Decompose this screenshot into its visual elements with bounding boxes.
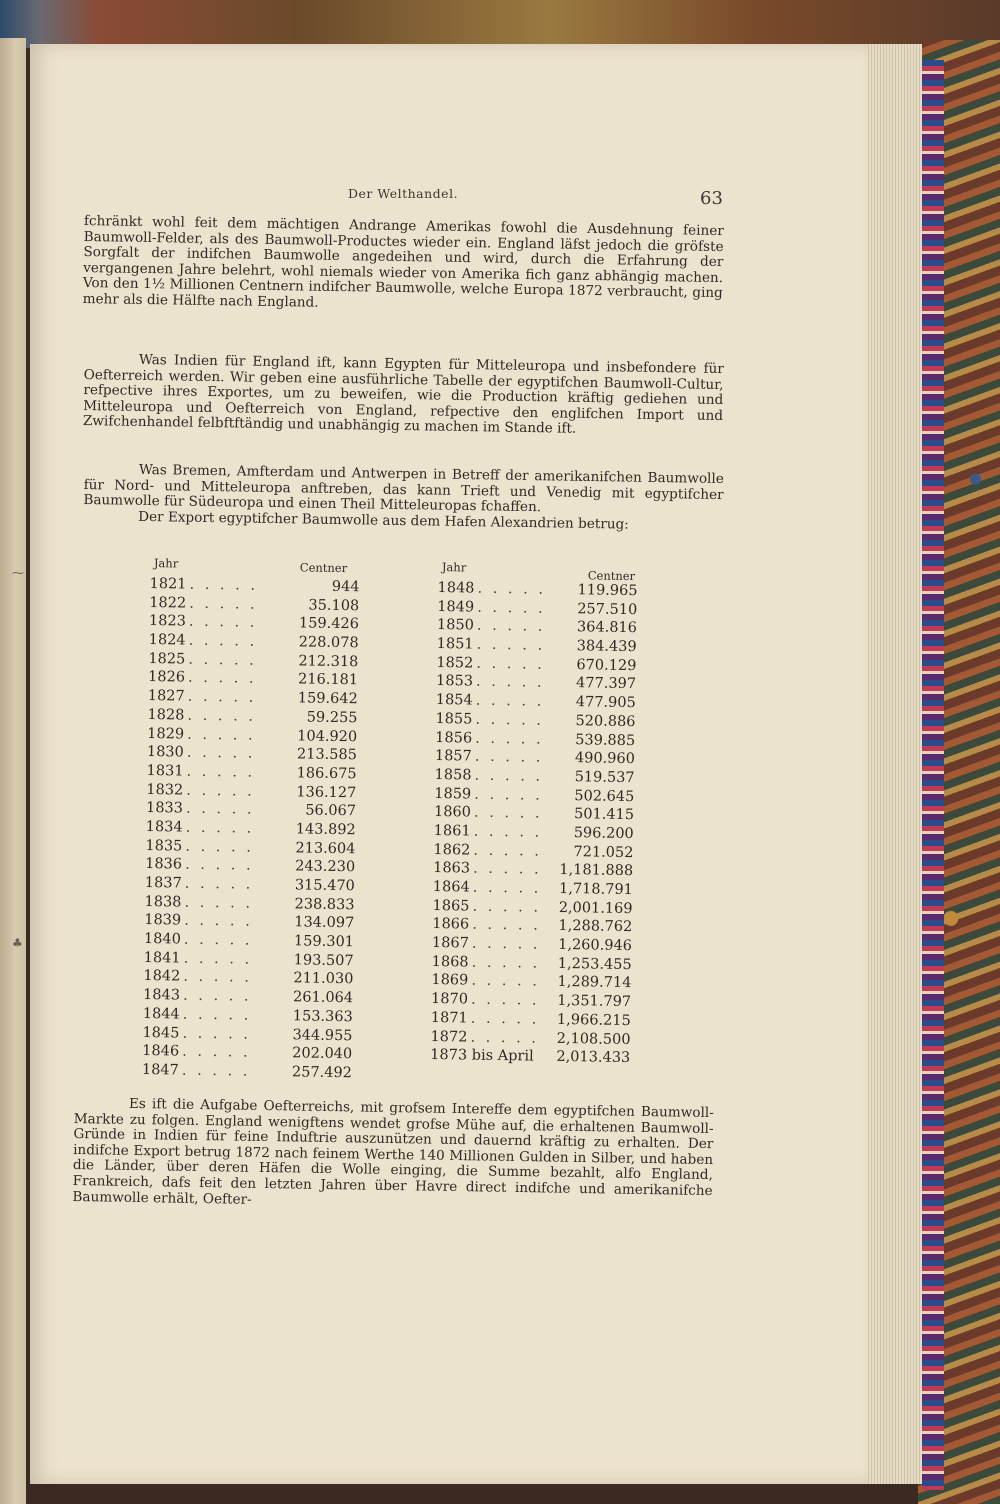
leader-dots: . . . . . xyxy=(184,894,254,912)
year-cell: 1855 xyxy=(435,710,473,728)
year-cell: 1822 xyxy=(149,594,187,612)
year-cell: 1863 xyxy=(433,860,471,877)
centner-cell: 186.675 xyxy=(296,765,357,783)
centner-cell: 35.108 xyxy=(308,597,360,614)
year-cell: 1830 xyxy=(146,744,184,761)
centner-cell: 59.255 xyxy=(306,709,358,727)
year-cell: 1849 xyxy=(437,598,475,616)
leader-dots: . . . . . xyxy=(188,632,258,650)
paragraph-5-text: Es ift die Aufgabe Oefterreichs, mit grofsem Intereffe dem egyptifchen Baumwoll-Markte zu folgen. England wenigftens wendet grofse Mühe auf, die erhaltenen Baumwoll-Gründe in Indien für feine Induftrie auszunützen und dauernd kräftig zu erhalten. Der indifche Export betrug 1872 nach feinem Werthe 140 Millionen Gulden in Silber, und haben die Länder, über deren Häfen die Wolle einging, die Summe bezahlt, alfo England, Frankreich, dafs feit den letzten Jahren über Havre direct indifche und amerikanifche Baumwolle erhält, Oefter- xyxy=(72,1095,714,1208)
leader-dots: . . . . . xyxy=(185,800,255,818)
centner-cell: 1,966.215 xyxy=(556,1011,631,1029)
export-table-right xyxy=(430,560,718,1070)
year-cell: 1824 xyxy=(148,632,186,649)
year-cell: 1848 xyxy=(437,579,475,597)
centner-cell: 143.892 xyxy=(295,821,356,839)
table-rows-right xyxy=(430,580,718,1070)
table-row xyxy=(142,1062,362,1084)
centner-cell: 1,718.791 xyxy=(558,880,633,899)
centner-cell: 202.040 xyxy=(292,1045,353,1063)
centner-cell: 243.230 xyxy=(295,858,356,876)
centner-cell: 211.030 xyxy=(293,970,354,988)
year-cell: 1868 xyxy=(431,953,469,971)
year-cell: 1821 xyxy=(149,575,187,593)
leader-dots: . . . . . xyxy=(473,823,543,841)
leader-dots: . . . . . xyxy=(188,651,257,669)
year-cell: 1826 xyxy=(147,669,186,687)
page-number: 63 xyxy=(700,188,723,209)
year-cell: 1856 xyxy=(435,729,473,747)
year-cell: 1842 xyxy=(143,968,181,985)
leader-dots: . . . . . xyxy=(471,935,541,953)
leader-dots: . . . . . xyxy=(477,599,546,617)
page-block-edges xyxy=(866,44,922,1484)
centner-cell: 153.363 xyxy=(292,1008,353,1026)
centner-cell: 344.955 xyxy=(292,1026,353,1044)
leader-dots: . . . . . xyxy=(184,912,253,931)
leader-dots: . . . . . xyxy=(182,1006,252,1024)
leader-dots: . . . . . xyxy=(187,726,256,744)
leader-dots: . . . . . xyxy=(475,692,545,710)
centner-cell: 1,288.762 xyxy=(558,918,633,936)
centner-cell: 104.920 xyxy=(297,727,358,745)
paragraph-2 xyxy=(83,352,724,440)
paragraph-1-text: fchränkt wohl feit dem mächtigen Andrange Amerikas fowohl die Ausdehnung feiner Baumwoll-Felder, als des Baumwoll-Productes wieder ein. England läfst jedoch die gröfste Sorgfalt der indifchen Baumwolle angedeihen und wird, durch die Erfahrung der vergangenen Jahre belehrt, wohl niemals wieder von Amerika fich ganz abhängig machen. Von den 1½ Millionen Centnern indifcher Baumwolle, welche Europa 1872 verbraucht, ging mehr als die Hälfte nach England. xyxy=(82,213,724,311)
year-cell: 1843 xyxy=(142,987,181,1004)
leader-dots: . . . . . xyxy=(189,576,259,594)
leader-dots: . . . . . xyxy=(184,875,254,893)
year-cell: 1864 xyxy=(432,878,470,896)
year-cell: 1827 xyxy=(147,688,185,705)
leader-dots: . . . . . xyxy=(475,674,545,692)
year-cell: 1851 xyxy=(436,636,474,653)
year-cell: 1836 xyxy=(145,856,183,873)
year-cell: 1834 xyxy=(145,818,183,836)
year-cell: 1872 xyxy=(430,1028,468,1046)
year-cell: 1869 xyxy=(431,972,469,989)
centner-cell: 1,260.946 xyxy=(558,936,633,955)
table-rows-left xyxy=(142,576,370,1084)
leader-dots: . . . . . xyxy=(474,786,543,804)
centner-cell: 261.064 xyxy=(292,989,354,1007)
leader-dots: . . . . . xyxy=(182,1025,252,1043)
centner-cell: 315.470 xyxy=(294,877,355,895)
leader-dots: . . . . . xyxy=(477,580,547,598)
centner-cell: 213.585 xyxy=(296,746,358,764)
leader-dots: . . . . . xyxy=(186,744,256,762)
paragraph-1 xyxy=(83,214,724,318)
year-cell: 1833 xyxy=(145,800,184,817)
year-cell: 1832 xyxy=(146,781,184,799)
paragraph-3-text: Was Bremen, Amfterdam und Antwerpen in Betreff der amerikanifchen Baumwolle für Nord- und Mitteleuropa anftreben, das kann Trieft und Venedig mit egyptifcher Baumwolle für Südeuropa und einen Theil Mitteleuropas fchaffen. xyxy=(83,461,724,516)
centner-cell: 477.905 xyxy=(575,694,636,712)
leader-dots: . . . . . xyxy=(186,763,256,781)
marbled-cover xyxy=(918,40,1000,1504)
header-year: Jahr xyxy=(441,560,467,575)
leader-dots: . . . . . xyxy=(185,838,255,856)
year-cell: 1859 xyxy=(434,785,472,803)
centner-cell: 384.439 xyxy=(576,638,637,656)
centner-cell: 539.885 xyxy=(575,731,636,749)
leader-dots: . . . . . xyxy=(473,804,543,822)
margin-mark-icon: ⁓ xyxy=(12,566,24,580)
centner-cell: 228.078 xyxy=(298,634,359,652)
marbled-page-edge xyxy=(922,60,944,1490)
centner-cell: 257.492 xyxy=(291,1064,353,1082)
year-cell: 1845 xyxy=(142,1024,180,1042)
centner-cell: 2,001.169 xyxy=(558,899,633,917)
year-cell: 1867 xyxy=(431,935,470,952)
year-cell: 1829 xyxy=(147,725,185,743)
paragraph-2-text: Was Indien für England ift, kann Egypten für Mitteleuropa und insbefondere für Oefterreich werden. Wir geben eine ausführliche Tabelle der egyptifchen Baumwoll-Cultur, refpective ihres Exportes, um zu beweifen, wie die Production kräftig gediehen und Mitteleuropa und Oefterreich von England, refpective den englifchen Import und Zwifchenhandel felbftftändig und unabhängig zu machen im Stande ift. xyxy=(82,351,724,438)
centner-cell: 159.301 xyxy=(293,933,355,951)
header-centner: Centner xyxy=(587,568,636,584)
centner-cell: 136.127 xyxy=(296,783,357,801)
centner-cell: 1,253.455 xyxy=(557,955,632,973)
table-intro-text: Der Export egyptifcher Baumwolle aus dem Hafen Alexandrien betrug: xyxy=(138,508,629,533)
leader-dots: . . . . . xyxy=(189,595,258,613)
leader-dots: . . . . . xyxy=(475,711,545,729)
paragraph-3 xyxy=(83,462,724,534)
year-cell: 1823 xyxy=(148,613,187,630)
leader-dots: . . . . . xyxy=(476,617,546,636)
leader-dots: . . . . . xyxy=(472,898,542,916)
centner-cell: 721.052 xyxy=(573,843,634,861)
leader-dots: . . . . . xyxy=(473,860,542,878)
leader-dots: . . . . . xyxy=(471,954,541,972)
year-cell: 1844 xyxy=(142,1005,180,1023)
centner-cell: 2,013.433 xyxy=(556,1049,631,1067)
centner-cell: 502.645 xyxy=(574,787,635,805)
year-cell: 1860 xyxy=(433,804,472,821)
year-cell: 1839 xyxy=(144,912,182,929)
header-centner: Centner xyxy=(299,560,348,576)
centner-cell: 119.965 xyxy=(577,582,638,600)
centner-cell: 56.067 xyxy=(305,802,357,820)
year-cell: 1870 xyxy=(430,991,469,1008)
leader-dots: . . . . . xyxy=(188,613,258,632)
centner-cell: 1,289.714 xyxy=(557,974,632,992)
leader-dots: . . . . . xyxy=(185,856,254,874)
year-cell: 1854 xyxy=(435,692,473,709)
centner-cell: 501.415 xyxy=(573,806,635,824)
leader-dots: . . . . . xyxy=(186,782,255,800)
centner-cell: 490.960 xyxy=(574,750,636,768)
centner-cell: 216.181 xyxy=(297,671,359,689)
year-cell: 1847 xyxy=(141,1061,179,1079)
export-table-left xyxy=(142,556,370,1084)
leader-dots: . . . . . xyxy=(473,842,543,860)
leader-dots: . . . . . xyxy=(187,688,257,706)
leader-dots: . . . . . xyxy=(470,1010,540,1028)
year-cell: 1858 xyxy=(434,766,472,784)
year-cell: 1846 xyxy=(142,1043,180,1060)
centner-cell: 519.537 xyxy=(574,769,635,786)
leader-dots: . . . . . xyxy=(470,1029,540,1047)
year-cell: 1871 xyxy=(430,1009,468,1027)
leader-dots: . . . . . xyxy=(475,730,544,748)
year-cell: 1840 xyxy=(143,931,182,948)
leader-dots: . . . . . xyxy=(472,879,542,897)
centner-cell: 670.129 xyxy=(576,656,637,674)
centner-cell: 257.510 xyxy=(577,600,638,618)
leader-dots: . . . . . xyxy=(474,748,544,766)
header-year: Jahr xyxy=(153,556,179,571)
centner-cell: 1,351.797 xyxy=(557,993,632,1011)
leader-dots: . . . . . xyxy=(183,950,253,968)
centner-cell: 212.318 xyxy=(298,653,359,671)
leader-dots: . . . . . xyxy=(183,969,252,987)
centner-cell: 159.642 xyxy=(297,690,358,708)
centner-cell: 364.816 xyxy=(576,619,638,637)
leader-dots: . . . . . xyxy=(474,767,544,785)
leader-dots: . . . . . xyxy=(181,1062,251,1080)
year-cell: 1838 xyxy=(144,893,182,911)
year-cell: 1857 xyxy=(434,748,472,765)
leader-dots: . . . . . xyxy=(472,916,541,935)
year-cell: 1828 xyxy=(147,706,185,724)
running-title: Der Welthandel. xyxy=(348,186,459,201)
leader-dots: . . . . . xyxy=(182,1043,251,1061)
centner-cell: 596.200 xyxy=(573,825,634,843)
leader-dots: . . . . . xyxy=(476,655,545,673)
year-cell: 1831 xyxy=(146,762,184,780)
book-spine-top xyxy=(0,0,1000,48)
facing-page-edge xyxy=(0,38,26,1504)
leader-dots: . . . . . xyxy=(471,973,540,991)
year-cell: 1865 xyxy=(432,897,470,915)
centner-cell: 2,108.500 xyxy=(556,1030,631,1048)
margin-mark-icon: ♣ xyxy=(12,936,23,950)
leader-dots: . . . . . xyxy=(476,636,546,654)
year-cell: 1853 xyxy=(435,673,474,691)
centner-cell: 944 xyxy=(331,578,360,596)
leader-dots: . . . . . xyxy=(182,987,252,1005)
year-cell: 1873 bis April xyxy=(430,1047,534,1065)
year-cell: 1866 xyxy=(432,916,470,933)
paragraph-5 xyxy=(72,1096,714,1215)
centner-cell: 1,181.888 xyxy=(559,862,634,880)
centner-cell: 520.886 xyxy=(575,712,636,730)
year-cell: 1852 xyxy=(436,654,474,672)
leader-dots: . . . . . xyxy=(183,931,253,949)
centner-cell: 477.397 xyxy=(575,675,637,693)
year-cell: 1835 xyxy=(145,837,183,855)
centner-cell: 159.426 xyxy=(298,615,360,633)
year-cell: 1862 xyxy=(433,841,471,859)
centner-cell: 134.097 xyxy=(294,914,355,932)
centner-cell: 238.833 xyxy=(294,896,355,913)
leader-dots: . . . . . xyxy=(187,707,257,725)
year-cell: 1841 xyxy=(143,949,181,967)
centner-cell: 193.507 xyxy=(293,952,354,969)
leader-dots: . . . . . xyxy=(187,670,257,688)
leader-dots: . . . . . xyxy=(185,819,255,837)
leader-dots: . . . . . xyxy=(470,991,540,1009)
year-cell: 1861 xyxy=(433,822,471,840)
centner-cell: 213.604 xyxy=(295,839,356,857)
year-cell: 1850 xyxy=(436,617,475,634)
year-cell: 1837 xyxy=(144,874,182,892)
year-cell: 1825 xyxy=(148,650,186,668)
